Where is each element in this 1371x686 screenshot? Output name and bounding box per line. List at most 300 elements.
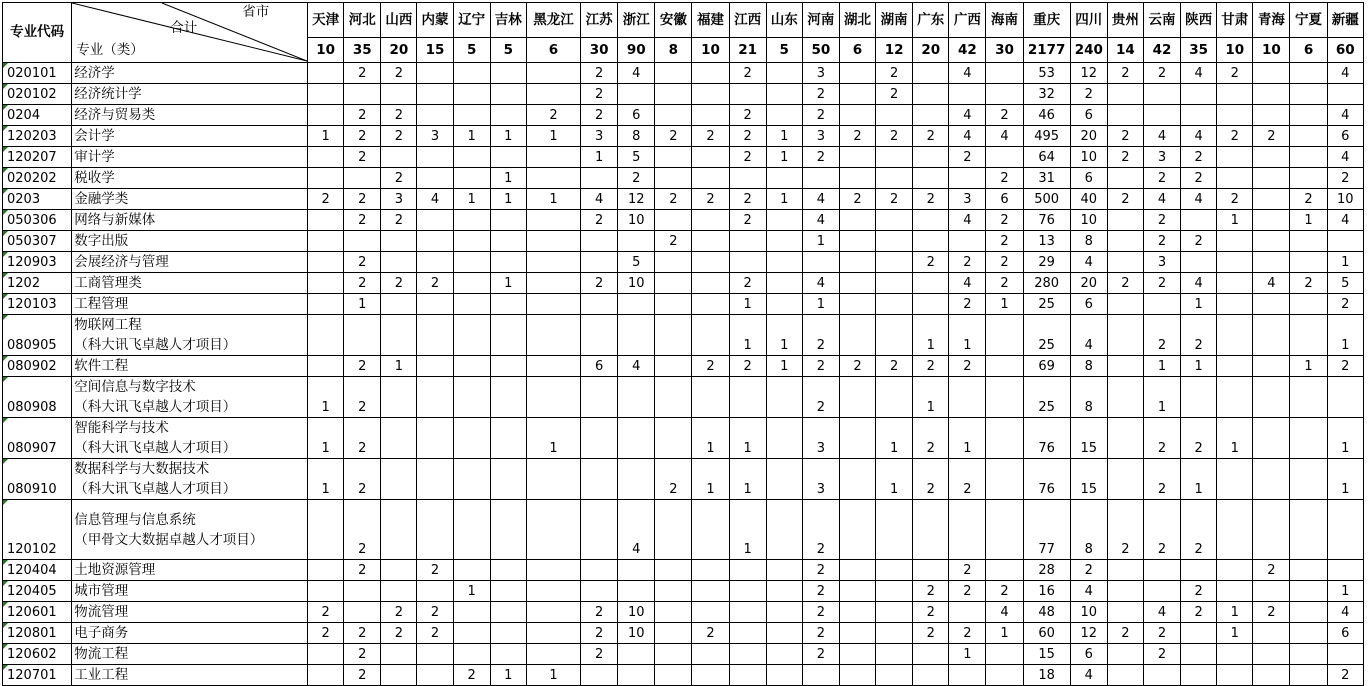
quota-cell: 2	[949, 459, 986, 500]
major-name-cell	[72, 105, 308, 126]
major-name-cell	[72, 500, 308, 560]
quota-cell	[526, 273, 580, 294]
quota-cell: 2	[1143, 644, 1180, 665]
major-name-cell	[72, 168, 308, 189]
quota-cell	[1217, 84, 1253, 105]
quota-cell	[1290, 105, 1327, 126]
quota-cell	[618, 560, 655, 581]
major-name-cell	[72, 273, 308, 294]
quota-cell: 2	[1143, 500, 1180, 560]
quota-cell: 1	[913, 315, 949, 356]
province-header: 山西	[381, 3, 417, 38]
quota-cell: 1	[986, 623, 1023, 644]
quota-cell	[1253, 189, 1290, 210]
quota-cell	[381, 231, 417, 252]
quota-cell: 2	[308, 602, 344, 623]
quota-cell	[453, 168, 490, 189]
major-code-cell: 080908	[3, 377, 72, 418]
quota-cell	[490, 147, 526, 168]
quota-cell: 1	[490, 126, 526, 147]
major-name-cell	[72, 418, 308, 459]
quota-cell	[692, 63, 729, 84]
quota-cell	[692, 84, 729, 105]
quota-cell	[655, 665, 692, 686]
quota-cell: 2	[1327, 294, 1363, 315]
quota-cell: 28	[1023, 560, 1070, 581]
major-code-cell: 080910	[3, 459, 72, 500]
table-row	[3, 147, 1364, 168]
quota-cell	[766, 581, 802, 602]
quota-cell	[1143, 105, 1180, 126]
quota-cell	[692, 665, 729, 686]
quota-cell: 2	[655, 231, 692, 252]
table-row	[3, 189, 1364, 210]
major-name-cell	[72, 459, 308, 500]
quota-cell	[1253, 252, 1290, 273]
quota-cell	[692, 500, 729, 560]
quota-cell	[986, 560, 1023, 581]
major-code-cell: 120207	[3, 147, 72, 168]
quota-cell	[1181, 623, 1217, 644]
quota-cell	[308, 105, 344, 126]
quota-cell	[839, 377, 875, 418]
province-quota: 21	[729, 38, 766, 63]
quota-cell: 2	[692, 189, 729, 210]
quota-cell: 2	[1107, 500, 1143, 560]
quota-cell: 2	[1290, 189, 1327, 210]
quota-cell	[618, 315, 655, 356]
quota-cell: 1	[1327, 315, 1363, 356]
major-name-cell	[72, 377, 308, 418]
province-header: 湖南	[876, 3, 913, 38]
quota-cell	[766, 500, 802, 560]
quota-cell	[949, 168, 986, 189]
quota-cell: 1	[692, 418, 729, 459]
quota-cell: 2	[913, 581, 949, 602]
quota-cell: 2	[655, 126, 692, 147]
quota-cell	[1290, 84, 1327, 105]
quota-cell: 2	[581, 273, 618, 294]
table-row	[3, 105, 1364, 126]
quota-cell: 2	[344, 623, 381, 644]
quota-cell	[453, 623, 490, 644]
quota-cell	[490, 644, 526, 665]
major-name-line: 数字出版	[74, 233, 129, 249]
quota-cell	[729, 623, 766, 644]
quota-cell: 1	[1217, 602, 1253, 623]
quota-cell	[453, 147, 490, 168]
quota-cell	[308, 210, 344, 231]
quota-cell	[1107, 294, 1143, 315]
quota-cell	[1327, 84, 1363, 105]
quota-cell: 2	[949, 581, 986, 602]
quota-cell	[1107, 581, 1143, 602]
major-code-cell: 120405	[3, 581, 72, 602]
quota-cell: 3	[802, 459, 839, 500]
quota-cell	[308, 273, 344, 294]
quota-cell	[1217, 665, 1253, 686]
major-name-line: 会展经济与管理	[74, 254, 169, 270]
quota-cell	[766, 252, 802, 273]
major-name-line: 信息管理与信息系统	[74, 511, 196, 528]
quota-cell	[655, 168, 692, 189]
quota-cell: 1	[766, 315, 802, 356]
province-quota: 42	[1143, 38, 1180, 63]
quota-cell	[876, 500, 913, 560]
quota-cell: 1	[1327, 459, 1363, 500]
quota-cell: 2	[876, 63, 913, 84]
province-quota: 6	[1290, 38, 1327, 63]
quota-cell	[876, 623, 913, 644]
quota-cell	[526, 459, 580, 500]
quota-cell	[417, 210, 453, 231]
quota-cell	[581, 294, 618, 315]
quota-cell: 1	[876, 459, 913, 500]
quota-cell	[692, 602, 729, 623]
quota-cell: 76	[1023, 210, 1070, 231]
quota-cell: 3	[802, 126, 839, 147]
quota-cell: 2	[581, 602, 618, 623]
quota-cell	[986, 500, 1023, 560]
quota-cell	[839, 63, 875, 84]
quota-cell: 4	[618, 500, 655, 560]
quota-cell	[1290, 560, 1327, 581]
quota-cell	[490, 500, 526, 560]
quota-cell	[876, 168, 913, 189]
quota-cell: 10	[618, 210, 655, 231]
quota-cell: 2	[802, 581, 839, 602]
province-quota: 35	[344, 38, 381, 63]
quota-cell: 40	[1070, 189, 1107, 210]
quota-cell: 2	[344, 418, 381, 459]
major-code-cell: 020102	[3, 84, 72, 105]
quota-cell	[1181, 84, 1217, 105]
table-row	[3, 377, 1364, 418]
quota-cell	[766, 623, 802, 644]
major-code-cell: 080905	[3, 315, 72, 356]
quota-cell: 1	[1143, 377, 1180, 418]
major-name-line: 经济与贸易类	[74, 107, 156, 123]
quota-cell: 2	[381, 602, 417, 623]
province-quota: 8	[655, 38, 692, 63]
table-row	[3, 84, 1364, 105]
quota-cell	[986, 147, 1023, 168]
quota-cell: 3	[1143, 147, 1180, 168]
quota-cell	[986, 459, 1023, 500]
province-header: 河北	[344, 3, 381, 38]
quota-cell	[1290, 126, 1327, 147]
quota-cell: 2	[1181, 581, 1217, 602]
quota-cell	[526, 231, 580, 252]
quota-cell	[655, 377, 692, 418]
quota-cell	[729, 231, 766, 252]
table-row	[3, 560, 1364, 581]
quota-cell	[417, 294, 453, 315]
quota-cell	[876, 273, 913, 294]
quota-cell	[1290, 63, 1327, 84]
diag-label-major: 专业（类）	[76, 42, 144, 58]
quota-cell: 1	[729, 315, 766, 356]
major-code-cell: 120203	[3, 126, 72, 147]
province-header: 云南	[1143, 3, 1180, 38]
quota-cell	[490, 105, 526, 126]
quota-cell	[839, 168, 875, 189]
quota-cell: 2	[729, 147, 766, 168]
quota-cell	[1290, 377, 1327, 418]
quota-cell: 1	[1290, 356, 1327, 377]
quota-cell	[729, 377, 766, 418]
quota-cell: 1	[1327, 252, 1363, 273]
province-header: 吉林	[490, 3, 526, 38]
quota-cell	[692, 210, 729, 231]
major-name-line: 金融学类	[74, 191, 129, 207]
quota-cell: 76	[1023, 418, 1070, 459]
quota-cell: 4	[949, 63, 986, 84]
quota-cell	[692, 377, 729, 418]
quota-cell: 1	[581, 147, 618, 168]
quota-cell	[839, 252, 875, 273]
quota-cell	[526, 644, 580, 665]
quota-cell	[1253, 105, 1290, 126]
quota-cell: 2	[344, 63, 381, 84]
quota-cell	[1107, 665, 1143, 686]
quota-cell	[526, 623, 580, 644]
quota-cell	[344, 602, 381, 623]
major-name-cell	[72, 252, 308, 273]
quota-cell	[453, 105, 490, 126]
quota-cell	[381, 418, 417, 459]
major-code-cell: 050306	[3, 210, 72, 231]
major-name-cell	[72, 665, 308, 686]
quota-cell	[618, 459, 655, 500]
quota-cell	[913, 273, 949, 294]
quota-cell: 4	[1143, 189, 1180, 210]
major-name-line: 空间信息与数字技术	[74, 379, 196, 395]
quota-cell: 4	[1070, 315, 1107, 356]
quota-cell	[876, 602, 913, 623]
quota-cell	[581, 665, 618, 686]
quota-cell	[381, 500, 417, 560]
quota-cell	[1217, 252, 1253, 273]
quota-cell	[655, 252, 692, 273]
quota-cell: 25	[1023, 315, 1070, 356]
quota-cell	[1327, 377, 1363, 418]
quota-cell: 2	[1107, 189, 1143, 210]
quota-cell	[1253, 231, 1290, 252]
quota-cell	[1107, 644, 1143, 665]
quota-cell	[913, 105, 949, 126]
quota-cell	[692, 294, 729, 315]
quota-cell	[1327, 560, 1363, 581]
quota-cell	[417, 168, 453, 189]
quota-cell: 3	[1143, 252, 1180, 273]
quota-cell	[417, 63, 453, 84]
quota-cell	[729, 252, 766, 273]
quota-cell	[692, 147, 729, 168]
quota-cell	[581, 581, 618, 602]
quota-cell: 6	[618, 105, 655, 126]
province-quota: 15	[417, 38, 453, 63]
province-header: 黑龙江	[526, 3, 580, 38]
quota-cell	[381, 315, 417, 356]
quota-cell: 2	[802, 602, 839, 623]
quota-cell: 60	[1023, 623, 1070, 644]
quota-cell	[655, 418, 692, 459]
quota-cell	[766, 84, 802, 105]
quota-cell	[453, 377, 490, 418]
quota-cell: 2	[308, 623, 344, 644]
quota-cell	[618, 84, 655, 105]
quota-cell	[526, 84, 580, 105]
quota-cell	[417, 356, 453, 377]
header-diagonal-cell	[72, 3, 308, 63]
quota-cell: 2	[1107, 273, 1143, 294]
province-quota: 10	[308, 38, 344, 63]
quota-cell	[308, 252, 344, 273]
quota-cell	[417, 231, 453, 252]
quota-cell	[949, 377, 986, 418]
quota-cell: 1	[1143, 356, 1180, 377]
quota-cell	[729, 84, 766, 105]
quota-cell: 1	[526, 189, 580, 210]
table-row	[3, 126, 1364, 147]
quota-cell	[876, 294, 913, 315]
province-quota: 10	[692, 38, 729, 63]
table-row	[3, 459, 1364, 500]
quota-cell	[526, 147, 580, 168]
major-code-cell: 080902	[3, 356, 72, 377]
quota-cell	[1290, 459, 1327, 500]
quota-cell	[692, 560, 729, 581]
table-row	[3, 602, 1364, 623]
quota-cell	[1253, 459, 1290, 500]
quota-cell	[766, 273, 802, 294]
quota-cell: 1	[729, 500, 766, 560]
quota-cell: 1	[1290, 210, 1327, 231]
major-name-line: （甲骨文大数据卓越人才项目）	[74, 531, 264, 548]
quota-cell: 2	[581, 105, 618, 126]
quota-cell	[417, 315, 453, 356]
quota-cell	[490, 231, 526, 252]
quota-cell	[1143, 294, 1180, 315]
quota-cell: 29	[1023, 252, 1070, 273]
province-quota: 14	[1107, 38, 1143, 63]
quota-cell	[308, 168, 344, 189]
major-name-line: （科大讯飞卓越人才项目）	[74, 440, 237, 456]
quota-cell	[453, 459, 490, 500]
quota-cell: 1	[986, 294, 1023, 315]
quota-cell: 2	[655, 459, 692, 500]
quota-cell: 69	[1023, 356, 1070, 377]
major-code-cell: 120602	[3, 644, 72, 665]
province-header: 浙江	[618, 3, 655, 38]
table-row	[3, 623, 1364, 644]
quota-cell: 76	[1023, 459, 1070, 500]
quota-cell: 2	[1181, 231, 1217, 252]
major-code-cell: 0203	[3, 189, 72, 210]
major-code-cell: 120404	[3, 560, 72, 581]
quota-cell	[839, 459, 875, 500]
quota-cell: 2	[1143, 210, 1180, 231]
quota-cell: 2	[344, 105, 381, 126]
quota-cell	[1107, 105, 1143, 126]
quota-cell: 1	[766, 356, 802, 377]
quota-cell	[655, 210, 692, 231]
major-code-cell: 120601	[3, 602, 72, 623]
quota-cell: 4	[1327, 63, 1363, 84]
quota-cell	[417, 665, 453, 686]
quota-cell	[692, 315, 729, 356]
quota-cell	[839, 644, 875, 665]
quota-cell: 10	[1070, 210, 1107, 231]
quota-cell: 2	[949, 623, 986, 644]
province-header: 青海	[1253, 3, 1290, 38]
quota-cell	[1217, 560, 1253, 581]
quota-cell: 2	[1143, 168, 1180, 189]
quota-cell: 2	[1143, 63, 1180, 84]
quota-cell: 2	[1143, 231, 1180, 252]
quota-cell	[618, 418, 655, 459]
quota-cell: 25	[1023, 294, 1070, 315]
quota-cell: 1	[453, 581, 490, 602]
quota-cell	[876, 231, 913, 252]
province-quota: 10	[1253, 38, 1290, 63]
quota-cell	[381, 459, 417, 500]
quota-cell	[729, 602, 766, 623]
quota-cell: 1	[949, 315, 986, 356]
quota-cell	[729, 168, 766, 189]
quota-cell	[913, 63, 949, 84]
quota-cell: 2	[381, 168, 417, 189]
quota-cell: 2	[1290, 273, 1327, 294]
quota-cell	[876, 560, 913, 581]
province-quota: 35	[1181, 38, 1217, 63]
quota-cell: 1	[729, 459, 766, 500]
quota-cell: 2	[802, 623, 839, 644]
quota-cell: 2	[913, 418, 949, 459]
quota-cell: 2	[1070, 84, 1107, 105]
major-name-line: 物流管理	[74, 604, 129, 620]
quota-cell	[1290, 644, 1327, 665]
quota-cell: 10	[618, 623, 655, 644]
major-code-cell: 120701	[3, 665, 72, 686]
quota-cell: 1	[526, 418, 580, 459]
quota-cell	[913, 500, 949, 560]
major-name-line: 审计学	[74, 149, 115, 165]
quota-cell: 2	[417, 623, 453, 644]
table-row	[3, 315, 1364, 356]
quota-cell: 1	[766, 189, 802, 210]
quota-cell	[655, 602, 692, 623]
province-header: 内蒙	[417, 3, 453, 38]
quota-cell: 2	[876, 126, 913, 147]
quota-cell	[839, 623, 875, 644]
major-code-cell: 120903	[3, 252, 72, 273]
province-header: 新疆	[1327, 3, 1363, 38]
quota-cell	[344, 84, 381, 105]
table-row	[3, 273, 1364, 294]
quota-cell: 2	[986, 210, 1023, 231]
province-quota: 5	[766, 38, 802, 63]
quota-cell	[526, 581, 580, 602]
quota-cell: 3	[381, 189, 417, 210]
quota-cell	[381, 147, 417, 168]
major-name-line: 税收学	[74, 170, 115, 186]
quota-cell: 2	[1143, 315, 1180, 356]
quota-cell: 2	[986, 231, 1023, 252]
header-major-code: 专业代码	[3, 3, 72, 63]
quota-cell	[692, 273, 729, 294]
